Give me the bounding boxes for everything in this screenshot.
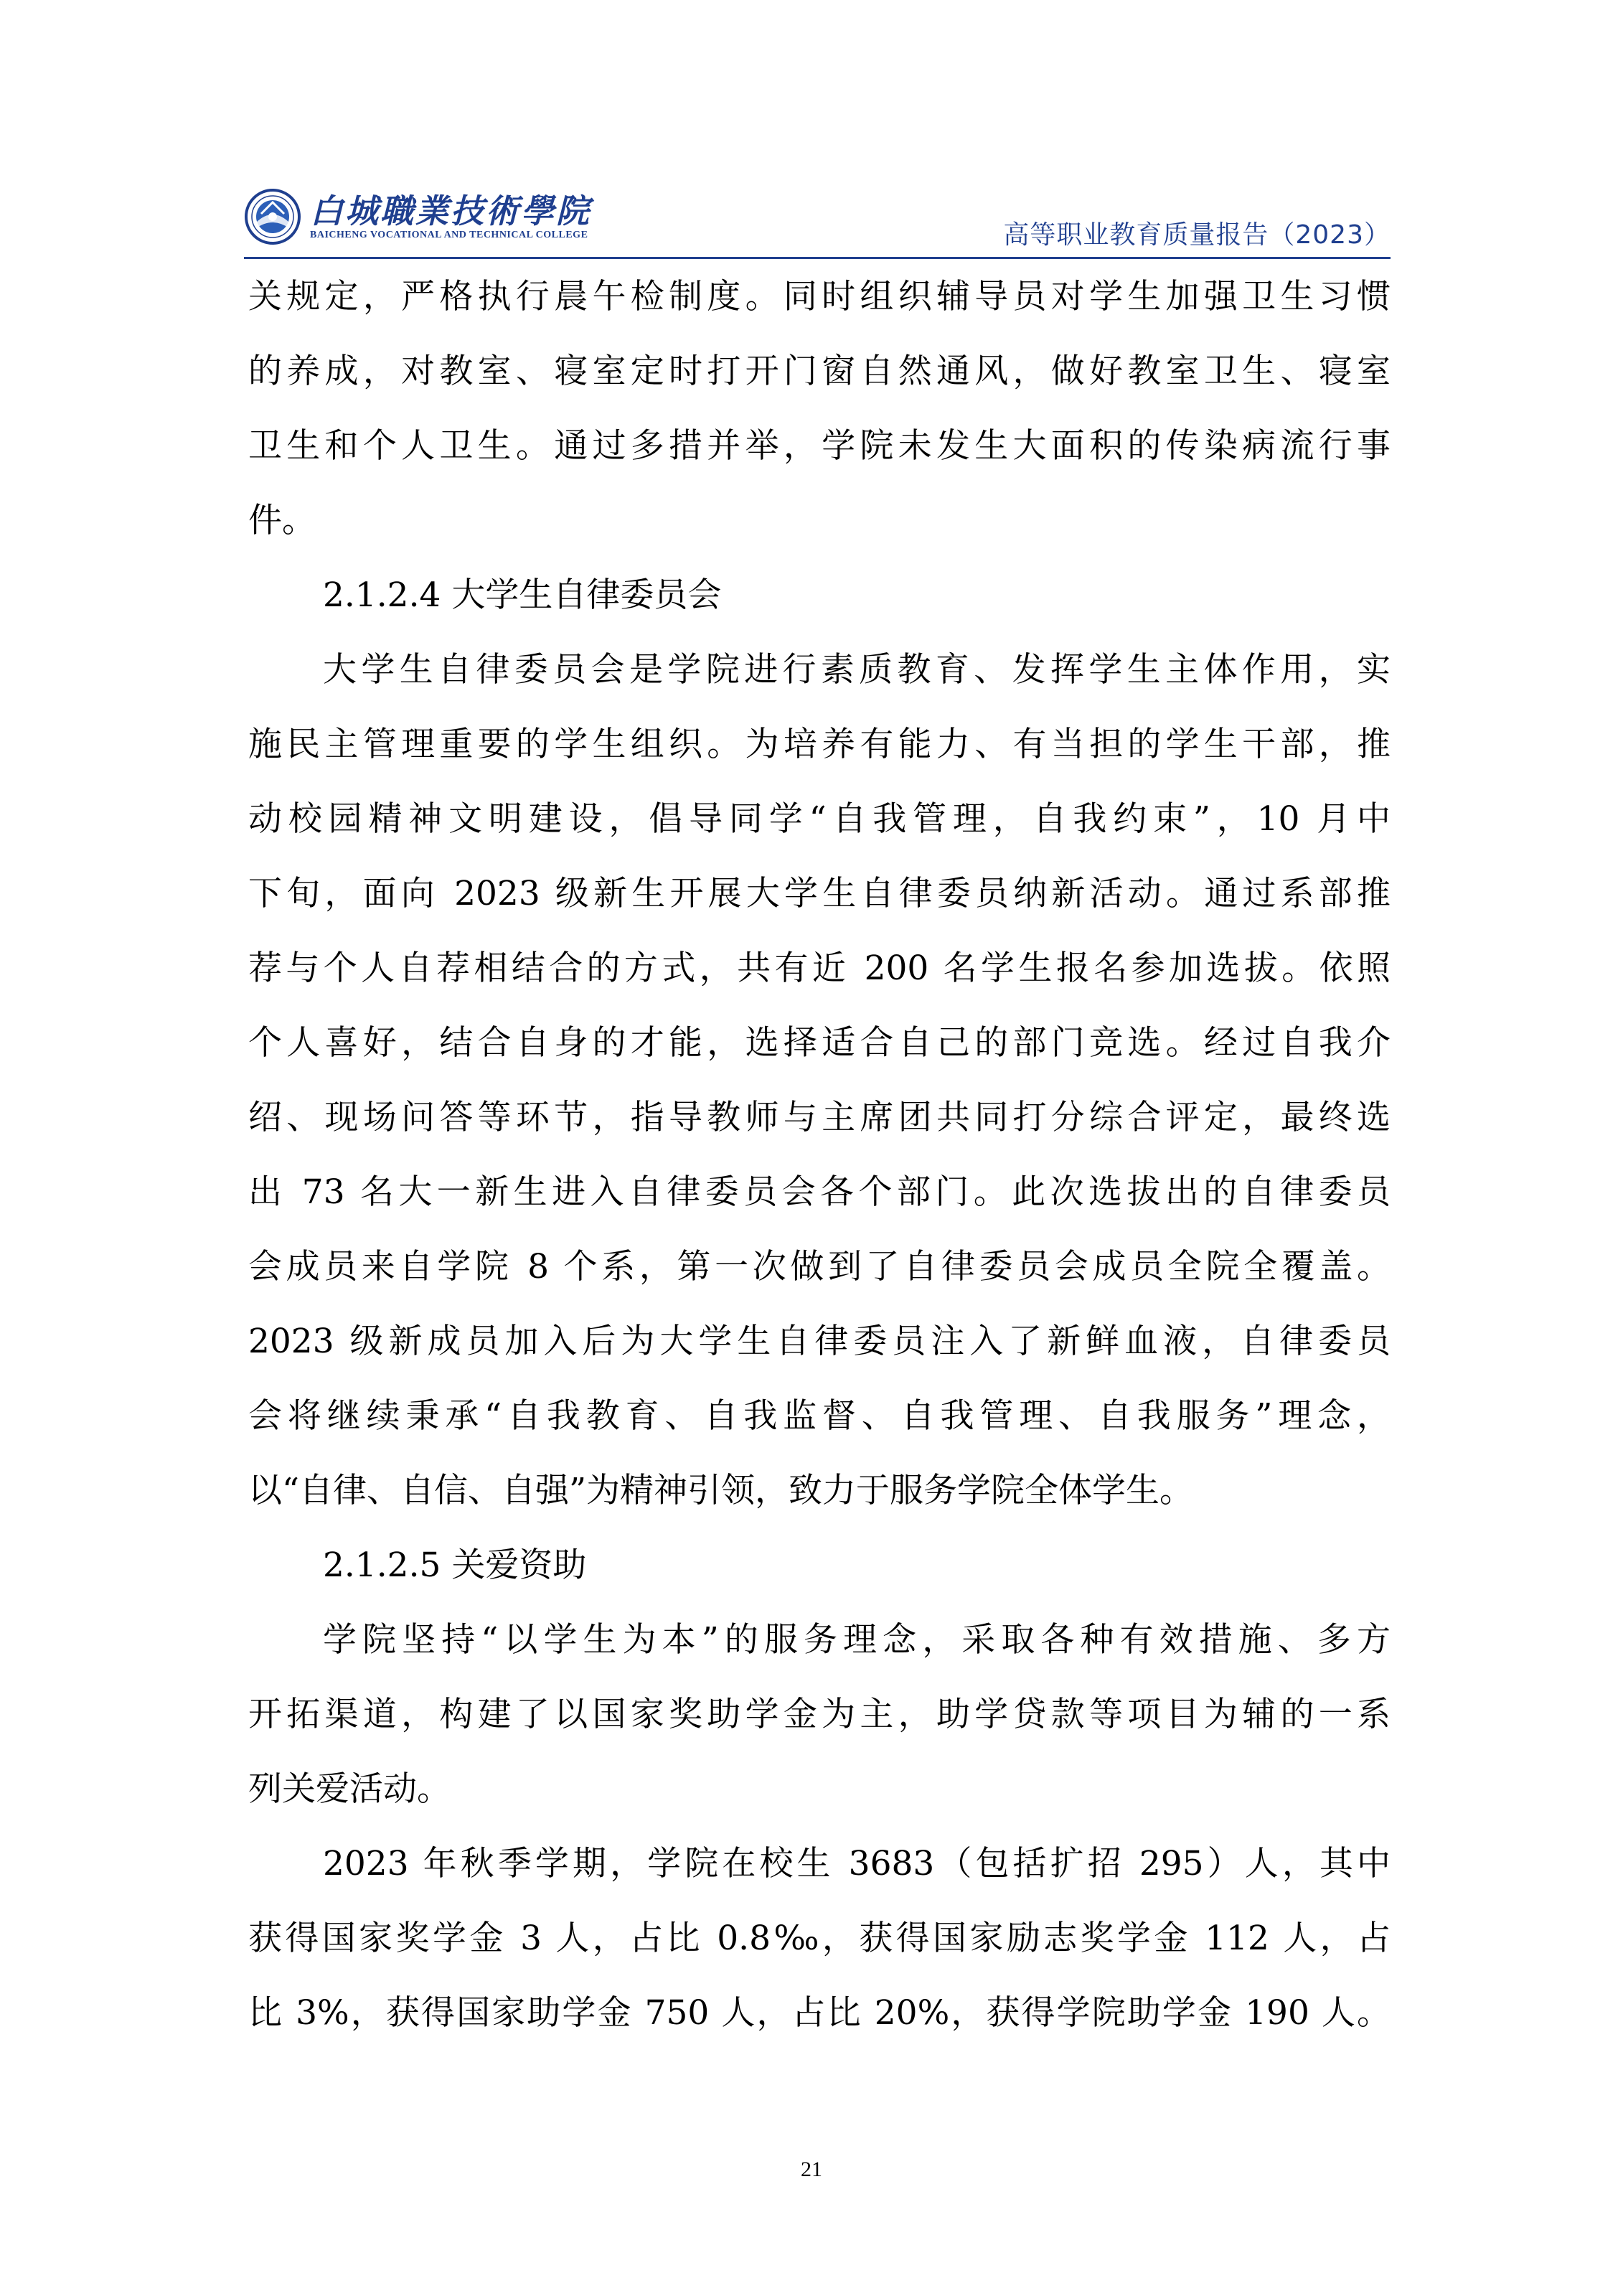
text-line: 关规定，严格执行晨午检制度。同时组织辅导员对学生加强卫生习惯 — [248, 277, 1391, 316]
body-text — [248, 260, 1391, 2051]
section-heading-2-1-2-5: 2.1.2.5 关爱资助 — [323, 1545, 587, 1585]
text-line: 会将继续秉承“自我教育、自我监督、自我管理、自我服务”理念， — [248, 1396, 1391, 1436]
text-line: 以“自律、自信、自强”为精神引领，致力于服务学院全体学生。 — [248, 1471, 1194, 1510]
text-line: 获得国家奖学金 3 人，占比 0.8‰，获得国家励志奖学金 112 人，占 — [248, 1919, 1391, 1958]
text-line: 的养成，对教室、寝室定时打开门窗自然通风，做好教室卫生、寝室 — [248, 352, 1391, 391]
text-line: 2023 级新成员加入后为大学生自律委员注入了新鲜血液，自律委员 — [248, 1322, 1391, 1361]
text-line: 荐与个人自荐相结合的方式，共有近 200 名学生报名参加选拔。依照 — [248, 949, 1391, 988]
text-line: 学院坚持“以学生为本”的服务理念，采取各种有效措施、多方 — [323, 1620, 1391, 1660]
college-emblem-icon — [244, 188, 301, 245]
page-number: 21 — [801, 2158, 822, 2181]
text-line: 件。 — [248, 501, 316, 540]
text-line: 比 3%，获得国家助学金 750 人，占比 20%，获得学院助学金 190 人。 — [248, 1993, 1391, 2033]
text-line: 卫生和个人卫生。通过多措并举，学院未发生大面积的传染病流行事 — [248, 426, 1391, 466]
text-line: 个人喜好，结合自身的才能，选择适合自己的部门竞选。经过自我介 — [248, 1023, 1391, 1063]
text-line: 出 73 名大一新生进入自律委员会各个部门。此次选拔出的自律委员 — [248, 1172, 1391, 1212]
text-line: 大学生自律委员会是学院进行素质教育、发挥学生主体作用，实 — [323, 650, 1391, 690]
text-line: 绍、现场问答等环节，指导教师与主席团共同打分综合评定，最终选 — [248, 1098, 1391, 1137]
text-line: 列关爱活动。 — [248, 1769, 451, 1809]
logo-text — [310, 192, 591, 241]
section-heading-2-1-2-4: 2.1.2.4 大学生自律委员会 — [323, 575, 722, 615]
logo-english-name: BAICHENG VOCATIONAL AND TECHNICAL COLLEGE — [310, 230, 588, 240]
text-line: 开拓渠道，构建了以国家奖助学金为主，助学贷款等项目为辅的一系 — [248, 1695, 1391, 1734]
text-line: 动校园精神文明建设，倡导同学“自我管理，自我约束”，10 月中 — [248, 799, 1391, 839]
text-line: 会成员来自学院 8 个系，第一次做到了自律委员会成员全院全覆盖。 — [248, 1247, 1391, 1286]
text-line: 施民主管理重要的学生组织。为培养有能力、有当担的学生干部，推 — [248, 725, 1391, 764]
header-divider — [244, 257, 1391, 259]
text-line: 2023 年秋季学期，学院在校生 3683（包括扩招 295）人，其中 — [323, 1844, 1391, 1883]
page-header — [244, 188, 1391, 260]
college-logo — [244, 188, 591, 245]
text-line: 下旬，面向 2023 级新生开展大学生自律委员纳新活动。通过系部推 — [248, 874, 1391, 913]
report-title: 高等职业教育质量报告（2023） — [1003, 220, 1391, 250]
logo-chinese-name: 白城職業技術學院 — [310, 192, 591, 230]
